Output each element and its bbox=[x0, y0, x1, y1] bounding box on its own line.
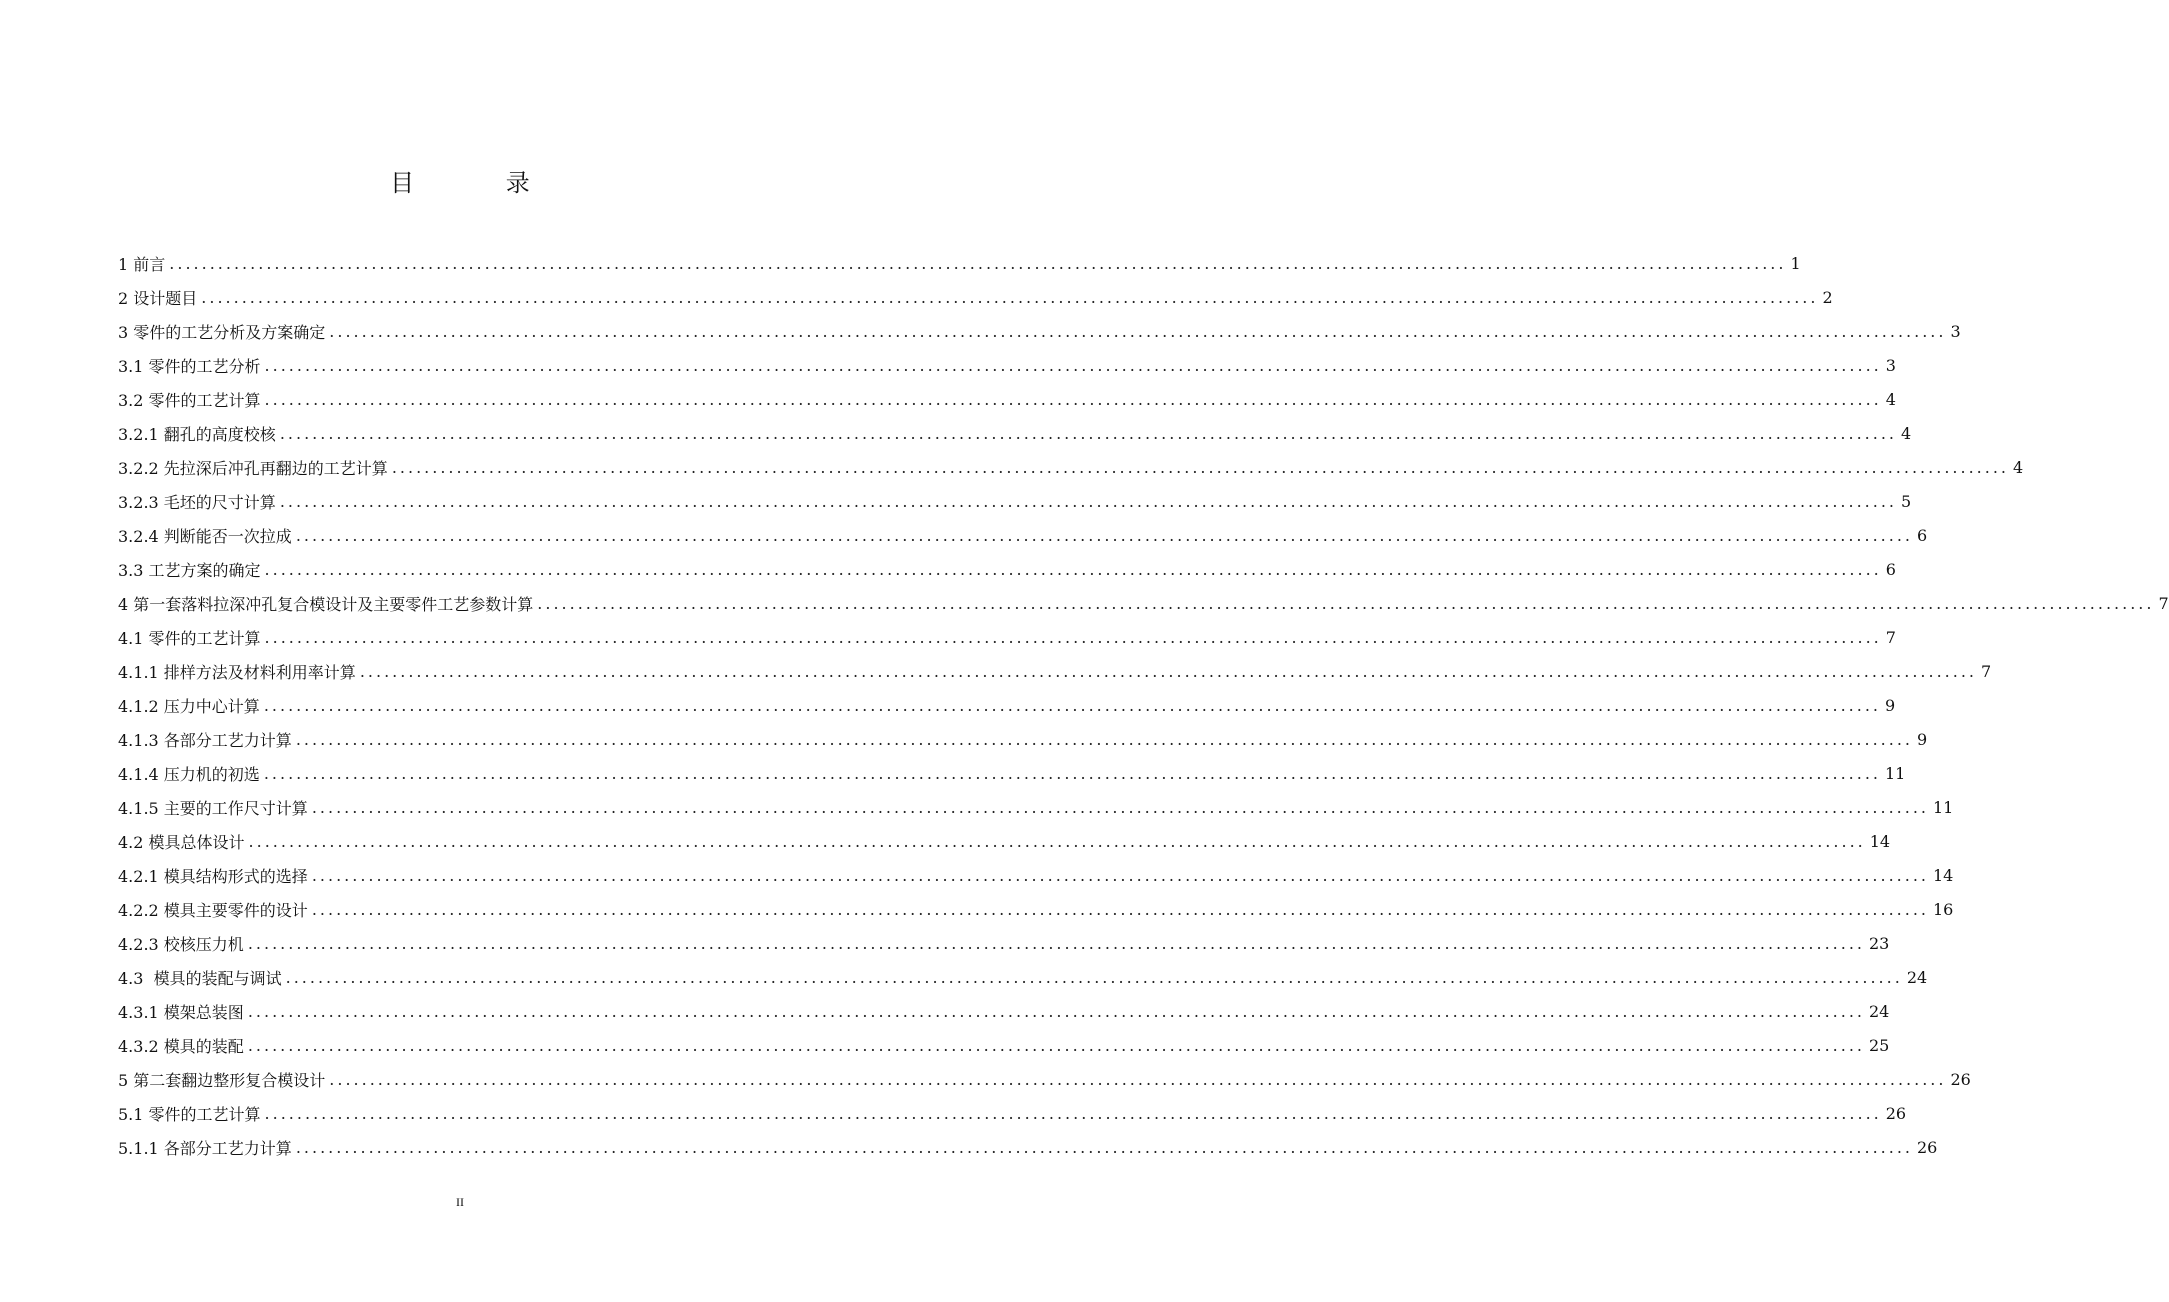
table-of-contents bbox=[118, 246, 2169, 1164]
toc-leader-dots: ........................................................................................................................................................................................................ bbox=[201, 287, 1819, 307]
toc-entry-page: 14 bbox=[1933, 865, 1954, 885]
toc-leader-dots: ........................................................................................................................................................................................................ bbox=[295, 729, 1913, 749]
toc-leader-dots: ........................................................................................................................................................................................................ bbox=[295, 1137, 1913, 1157]
toc-entry-page: 7 bbox=[1885, 627, 1896, 647]
toc-entry-page: 25 bbox=[1869, 1035, 1890, 1055]
toc-entry-label: 4.1.1 排样方法及材料利用率计算 bbox=[118, 662, 356, 682]
toc-entry[interactable] bbox=[118, 348, 1896, 382]
toc-entry-label: 4.2.3 校核压力机 bbox=[118, 934, 244, 954]
toc-entry-label: 3.2 零件的工艺计算 bbox=[118, 390, 261, 410]
toc-entry-page: 24 bbox=[1906, 967, 1928, 987]
toc-entry-label: 3.2.1 翻孔的高度校核 bbox=[118, 424, 276, 444]
toc-leader-dots: ........................................................................................................................................................................................................ bbox=[329, 321, 1947, 341]
toc-entry-page: 7 bbox=[2158, 593, 2169, 613]
toc-entry-page: 26 bbox=[1885, 1103, 1907, 1123]
toc-entry-label: 5 第二套翻边整形复合模设计 bbox=[118, 1070, 326, 1090]
toc-leader-dots: ........................................................................................................................................................................................................ bbox=[279, 423, 1897, 443]
toc-entry-label: 4.2.1 模具结构形式的选择 bbox=[118, 866, 308, 886]
toc-entry[interactable] bbox=[118, 960, 1928, 994]
toc-entry-label: 4.2.2 模具主要零件的设计 bbox=[118, 900, 308, 920]
toc-entry[interactable] bbox=[118, 790, 1954, 824]
toc-leader-dots: ........................................................................................................................................................................................................ bbox=[391, 457, 2009, 477]
toc-entry-label: 4.2 模具总体设计 bbox=[118, 832, 245, 852]
toc-entry-label: 3.1 零件的工艺分析 bbox=[118, 356, 261, 376]
toc-entry-page: 5 bbox=[1901, 491, 1912, 511]
toc-entry-page: 6 bbox=[1885, 559, 1896, 579]
toc-entry-page: 26 bbox=[1950, 1069, 1971, 1089]
toc-entry-label: 4 第一套落料拉深冲孔复合模设计及主要零件工艺参数计算 bbox=[118, 594, 534, 614]
toc-leader-dots: ........................................................................................................................................................................................................ bbox=[264, 1103, 1882, 1123]
toc-entry-page: 4 bbox=[1885, 389, 1896, 409]
toc-entry-label: 4.1 零件的工艺计算 bbox=[118, 628, 261, 648]
toc-entry-page: 9 bbox=[1885, 695, 1896, 715]
toc-leader-dots: ........................................................................................................................................................................................................ bbox=[169, 253, 1787, 273]
toc-leader-dots: ........................................................................................................................................................................................................ bbox=[264, 355, 1882, 375]
toc-entry[interactable] bbox=[118, 552, 1896, 586]
toc-entry-label: 3 零件的工艺分析及方案确定 bbox=[118, 322, 326, 342]
toc-entry-page: 14 bbox=[1869, 831, 1891, 851]
toc-entry-label: 4.1.5 主要的工作尺寸计算 bbox=[118, 798, 308, 818]
toc-entry-page: 26 bbox=[1917, 1137, 1938, 1157]
toc-leader-dots: ........................................................................................................................................................................................................ bbox=[247, 933, 1865, 953]
toc-leader-dots: ........................................................................................................................................................................................................ bbox=[311, 797, 1929, 817]
toc-entry-page: 4 bbox=[1901, 423, 1912, 443]
toc-entry[interactable] bbox=[118, 586, 2169, 620]
toc-entry[interactable] bbox=[118, 1028, 1890, 1062]
toc-entry-page: 4 bbox=[2013, 457, 2024, 477]
toc-entry-label: 3.3 工艺方案的确定 bbox=[118, 560, 261, 580]
toc-leader-dots: ........................................................................................................................................................................................................ bbox=[311, 865, 1929, 885]
page-number: II bbox=[456, 1195, 464, 1209]
toc-leader-dots: ........................................................................................................................................................................................................ bbox=[329, 1069, 1947, 1089]
toc-entry-page: 11 bbox=[1933, 797, 1954, 817]
toc-entry[interactable] bbox=[118, 722, 1928, 756]
toc-entry-page: 7 bbox=[1981, 661, 1992, 681]
toc-entry-label: 4.1.2 压力中心计算 bbox=[118, 696, 260, 716]
toc-leader-dots: ........................................................................................................................................................................................................ bbox=[263, 695, 1881, 715]
toc-entry-page: 3 bbox=[1950, 321, 1961, 341]
toc-entry-label: 4.1.3 各部分工艺力计算 bbox=[118, 730, 292, 750]
toc-entry-page: 23 bbox=[1869, 933, 1890, 953]
toc-entry-label: 4.1.4 压力机的初选 bbox=[118, 764, 260, 784]
toc-entry-label: 4.3.1 模架总装图 bbox=[118, 1002, 244, 1022]
toc-entry-page: 6 bbox=[1917, 525, 1928, 545]
toc-leader-dots: ........................................................................................................................................................................................................ bbox=[537, 593, 2155, 613]
toc-entry-label: 3.2.3 毛坯的尺寸计算 bbox=[118, 492, 276, 512]
toc-leader-dots: ........................................................................................................................................................................................................ bbox=[279, 491, 1897, 511]
toc-leader-dots: ........................................................................................................................................................................................................ bbox=[247, 1001, 1865, 1021]
toc-entry[interactable] bbox=[118, 416, 1912, 450]
toc-entry[interactable] bbox=[118, 892, 1954, 926]
toc-entry-label: 4.3.2 模具的装配 bbox=[118, 1036, 244, 1056]
toc-leader-dots: ........................................................................................................................................................................................................ bbox=[247, 1035, 1865, 1055]
toc-entry[interactable] bbox=[118, 858, 1954, 892]
toc-entry-page: 3 bbox=[1885, 355, 1896, 375]
toc-leader-dots: ........................................................................................................................................................................................................ bbox=[264, 389, 1882, 409]
toc-entry-page: 9 bbox=[1917, 729, 1928, 749]
toc-entry-label: 4.3 模具的装配与调试 bbox=[118, 968, 282, 988]
toc-entry[interactable] bbox=[118, 1062, 1971, 1096]
toc-entry[interactable] bbox=[118, 824, 1891, 858]
toc-entry[interactable] bbox=[118, 926, 1890, 960]
toc-leader-dots: ........................................................................................................................................................................................................ bbox=[264, 559, 1882, 579]
toc-entry-label: 5.1 零件的工艺计算 bbox=[118, 1104, 261, 1124]
toc-entry[interactable] bbox=[118, 484, 1912, 518]
toc-entry[interactable] bbox=[118, 756, 1906, 790]
toc-entry[interactable] bbox=[118, 518, 1928, 552]
toc-entry-label: 5.1.1 各部分工艺力计算 bbox=[118, 1138, 292, 1158]
toc-entry-label: 3.2.2 先拉深后冲孔再翻边的工艺计算 bbox=[118, 458, 388, 478]
toc-leader-dots: ........................................................................................................................................................................................................ bbox=[285, 967, 1903, 987]
toc-entry-label: 2 设计题目 bbox=[118, 288, 198, 308]
toc-entry[interactable] bbox=[118, 620, 1896, 654]
toc-entry[interactable] bbox=[118, 246, 1801, 280]
toc-entry[interactable] bbox=[118, 1130, 1938, 1164]
toc-entry[interactable] bbox=[118, 280, 1833, 314]
toc-entry[interactable] bbox=[118, 994, 1890, 1028]
toc-entry[interactable] bbox=[118, 382, 1896, 416]
toc-entry-page: 16 bbox=[1933, 899, 1954, 919]
toc-entry[interactable] bbox=[118, 688, 1896, 722]
toc-entry-label: 1 前言 bbox=[118, 254, 166, 274]
toc-entry[interactable] bbox=[118, 654, 1992, 688]
toc-leader-dots: ........................................................................................................................................................................................................ bbox=[263, 763, 1881, 783]
page-title: 目 录 bbox=[390, 169, 572, 197]
toc-entry-page: 1 bbox=[1790, 253, 1801, 273]
toc-leader-dots: ........................................................................................................................................................................................................ bbox=[311, 899, 1929, 919]
toc-entry[interactable] bbox=[118, 314, 1961, 348]
toc-leader-dots: ........................................................................................................................................................................................................ bbox=[264, 627, 1882, 647]
toc-leader-dots: ........................................................................................................................................................................................................ bbox=[295, 525, 1913, 545]
toc-entry-label: 3.2.4 判断能否一次拉成 bbox=[118, 526, 292, 546]
toc-leader-dots: ........................................................................................................................................................................................................ bbox=[359, 661, 1977, 681]
toc-entry[interactable] bbox=[118, 450, 2024, 484]
toc-entry-page: 24 bbox=[1869, 1001, 1890, 1021]
toc-entry[interactable] bbox=[118, 1096, 1907, 1130]
toc-entry-page: 2 bbox=[1822, 287, 1833, 307]
toc-entry-page: 11 bbox=[1885, 763, 1906, 783]
toc-leader-dots: ........................................................................................................................................................................................................ bbox=[248, 831, 1866, 851]
